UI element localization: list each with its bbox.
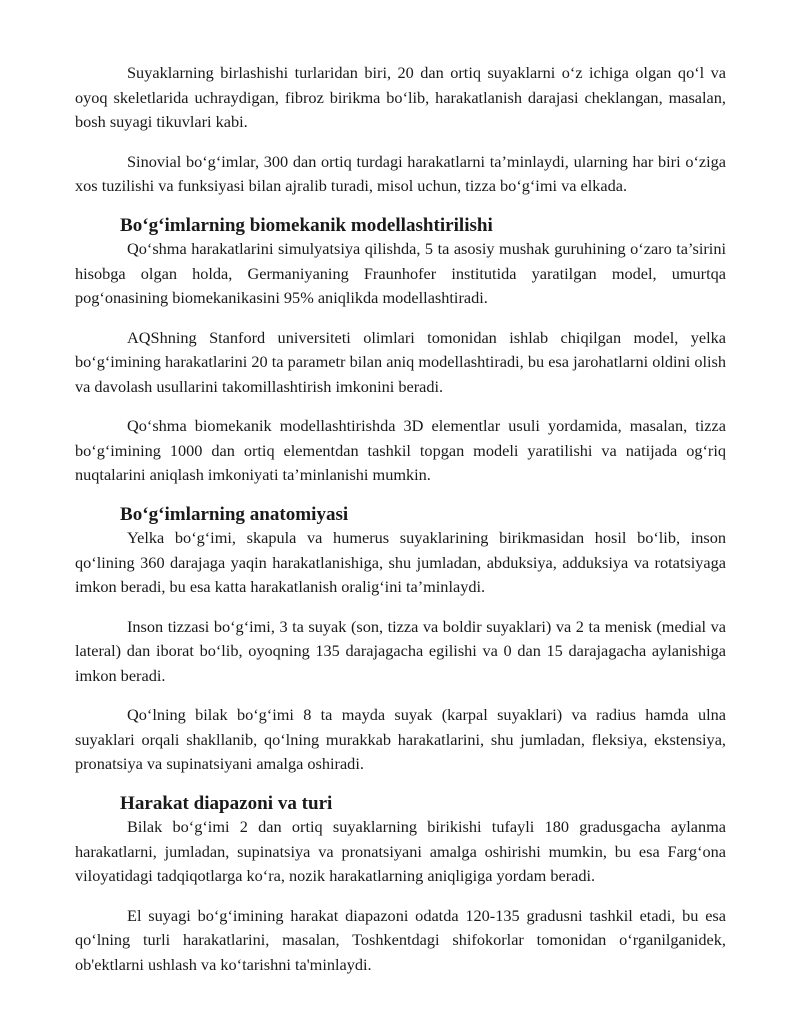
- paragraph-elbow-range: El suyagi bo‘g‘imining harakat diapazoni odatda 120-135 gradusni tashkil etadi, bu esa qo‘lning turli harakatlarini, masalan, Toshkentdagi shifokorlar tomonidan o‘rganilganidek, ob'ektlarni ushlash va ko‘tarishni ta'minlaydi.: [75, 905, 726, 974]
- paragraph-fibrous-joints: Suyaklarning birlashishi turlaridan biri, 20 dan ortiq suyaklarni o‘z ichiga olgan qo‘l va oyoq skeletlarida uchraydigan, fibroz birikma bo‘lib, harakatlanish darajasi cheklangan, masalan, bosh suyagi tikuvlari kabi.: [75, 63, 726, 131]
- paragraph-synovial-joints: Sinovial bo‘g‘imlar, 300 dan ortiq turdagi harakatlarni ta’minlaydi, ularning har biri o‘ziga xos tuzilishi va funksiyasi bilan ajralib turadi, misol uchun, tizza bo‘g‘imi va elkada.: [75, 151, 726, 195]
- paragraph-knee-joint: Inson tizzasi bo‘g‘imi, 3 ta suyak (son, tizza va boldir suyaklari) va 2 ta menisk (medial va lateral) dan iborat bo‘lib, oyoqning 135 darajagacha egilishi va 0 dan 15 darajagacha aylanishiga imkon beradi.: [75, 616, 726, 685]
- heading-biomechanical-modeling: Bo‘g‘imlarning biomekanik modellashtirilishi: [120, 214, 493, 236]
- heading-range-of-motion: Harakat diapazoni va turi: [120, 792, 333, 814]
- paragraph-shoulder-joint: Yelka bo‘g‘imi, skapula va humerus suyaklarining birikmasidan hosil bo‘lib, inson qo‘lining 360 darajaga yaqin harakatlanishiga, shu jumladan, abduksiya, adduksiya va rotatsiyaga imkon beradi, bu esa katta harakatlanish oralig‘ini ta’minlaydi.: [75, 528, 726, 596]
- heading-joint-anatomy: Bo‘g‘imlarning anatomiyasi: [120, 503, 349, 525]
- paragraph-stanford-model: AQShning Stanford universiteti olimlari tomonidan ishlab chiqilgan model, yelka bo‘g‘imining harakatlarini 20 ta parametr bilan aniq modellashtiradi, bu esa jarohatlarni oldini olish va davolash usullarini takomillashtirish imkonini beradi.: [75, 327, 726, 396]
- paragraph-fraunhofer-model: Qo‘shma harakatlarini simulyatsiya qilishda, 5 ta asosiy mushak guruhining o‘zaro ta’sirini hisobga olgan holda, Germaniyaning Fraunhofer institutida yaratilgan model, umurtqa pog‘onasining biomekanikasini 95% aniqlikda modellashtiradi.: [75, 239, 726, 307]
- paragraph-forearm-rotation: Bilak bo‘g‘imi 2 dan ortiq suyaklarning birikishi tufayli 180 gradusgacha aylanma harakatlarni, jumladan, supinatsiya va pronatsiyani amalga oshirishi mumkin, bu esa Farg‘ona viloyatidagi tadqiqotlarga ko‘ra, nozik harakatlarning aniqligiga yordam beradi.: [75, 817, 726, 885]
- paragraph-3d-element-model: Qo‘shma biomekanik modellashtirishda 3D elementlar usuli yordamida, masalan, tizza bo‘g‘imining 1000 dan ortiq elementdan tashkil topgan modeli yaratilishi va natijada og‘riq nuqtalarini aniqlash imkoniyati ta’minlanishi mumkin.: [75, 416, 726, 484]
- paragraph-wrist-joint: Qo‘lning bilak bo‘g‘imi 8 ta mayda suyak (karpal suyaklari) va radius hamda ulna suyaklari orqali shakllanib, qo‘lning murakkab harakatlarini, shu jumladan, fleksiya, ekstensiya, pronatsiya va supinatsiyani amalga oshiradi.: [75, 705, 726, 773]
